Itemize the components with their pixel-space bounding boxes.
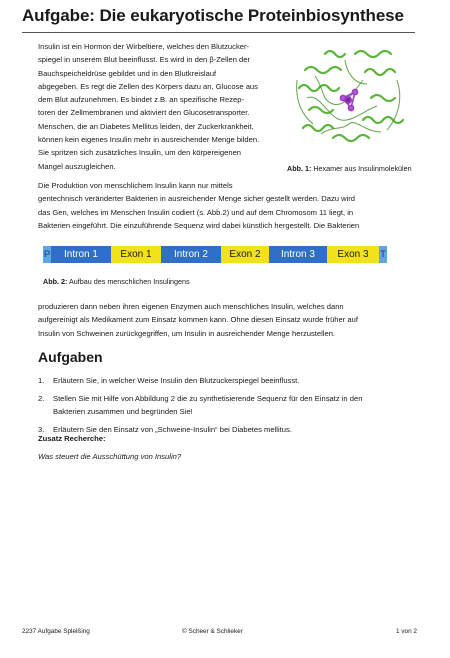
footer-document-id: 2237 Aufgabe Spleißing bbox=[22, 628, 90, 635]
production-paragraph bbox=[38, 179, 418, 232]
text-line: Bakterien eingeführt. Die einzuführende Sequenz wird dabei künstlich hergestellt. Die Bakterien bbox=[38, 220, 360, 230]
task-item bbox=[38, 374, 423, 387]
text-line: toren der Zellmembranen und aktiviert den Glucosetransporter. bbox=[38, 108, 250, 118]
text-line: Mangel auszugleichen. bbox=[38, 161, 116, 171]
task-number: 3. bbox=[38, 424, 45, 434]
text-line: gentechnisch veränderter Bakterien in ausreichender Menge sicher gestellt werden. Dazu wird bbox=[38, 194, 355, 204]
text-line: Bauchspeicheldrüse gebildet und in den Blutkreislauf bbox=[38, 68, 217, 78]
task-list bbox=[38, 374, 423, 441]
text-line: das Gen, welches im Menschen Insulin codiert (s. Abb.2) und auf dem Chromosom 11 liegt, in bbox=[38, 207, 354, 217]
footer-copyright: © Scheer & Schlieker bbox=[182, 628, 243, 635]
terminator-segment: T bbox=[379, 246, 387, 263]
task-text: Bakterien zusammen und begründen Sie! bbox=[53, 407, 193, 417]
exon-2-segment: Exon 2 bbox=[221, 246, 269, 263]
production-paragraph-continued bbox=[38, 300, 418, 340]
figure2-caption bbox=[43, 277, 190, 286]
intron-1-segment: Intron 1 bbox=[51, 246, 111, 263]
text-line: Sie spritzen sich zusätzliches Insulin, um den körpereigenen bbox=[38, 148, 242, 158]
insulin-hexamer-image bbox=[285, 40, 415, 162]
figure1-text: Hexamer aus Insulinmolekülen bbox=[311, 164, 412, 173]
insulin-gene-diagram bbox=[43, 246, 387, 263]
text-line: spiegel in unserem Blut beeinflusst. Es wird in den β-Zellen der bbox=[38, 55, 251, 65]
title-divider bbox=[22, 32, 415, 33]
task-text: Erläutern Sie den Einsatz von „Schweine-Insulin“ bei Diabetes mellitus. bbox=[53, 424, 292, 434]
intron-3-segment: Intron 3 bbox=[269, 246, 327, 263]
exon-1-segment: Exon 1 bbox=[111, 246, 161, 263]
text-line: dem Blut aufzunehmen. Es bindet z.B. an spezifische Rezep- bbox=[38, 95, 244, 105]
text-line: aufgereinigt als Medikament zum Einsatz kommen kann. Ohne diesen Einsatz wurde früher auf bbox=[38, 315, 358, 325]
text-line: Menschen, die an Diabetes Mellitus leiden, der Zuckerkrankheit, bbox=[38, 121, 254, 131]
text-line: können kein eigenes Insulin mehr in ausreichender Menge bilden. bbox=[38, 135, 260, 145]
promoter-segment: P bbox=[43, 246, 51, 263]
page-title: Aufgabe: Die eukaryotische Proteinbiosynthese bbox=[22, 6, 404, 25]
task-text: Erläutern Sie, in welcher Weise Insulin den Blutzuckerspiegel beeinflusst. bbox=[53, 376, 300, 385]
zusatz-heading: Zusatz Recherche: bbox=[38, 434, 106, 443]
footer-page-number: 1 von 2 bbox=[396, 628, 417, 635]
text-line: abgegeben. Es regt die Zellen des Körpers dazu an, Glucose aus bbox=[38, 81, 258, 91]
text-line: Insulin von Schweinen zurückgegriffen, um Insulin in ausreichender Menge herzustellen. bbox=[38, 328, 336, 338]
text-line: Die Produktion von menschlichem Insulin kann nur mittels bbox=[38, 181, 233, 190]
tasks-heading: Aufgaben bbox=[38, 349, 103, 365]
text-line: produzieren dann neben ihren eigenen Enzymen auch menschliches Insulin, welches dann bbox=[38, 302, 344, 311]
intron-2-segment: Intron 2 bbox=[161, 246, 221, 263]
text-line: Insulin ist ein Hormon der Wirbeltiere, welches den Blutzucker- bbox=[38, 42, 250, 51]
task-number: 1. bbox=[38, 376, 45, 385]
task-item bbox=[38, 392, 423, 419]
figure2-label: Abb. 2: bbox=[43, 277, 68, 286]
zusatz-question: Was steuert die Ausschüttung von Insulin? bbox=[38, 452, 182, 461]
figure1-label: Abb. 1: bbox=[287, 164, 312, 173]
exon-3-segment: Exon 3 bbox=[327, 246, 379, 263]
figure1-caption bbox=[287, 164, 412, 173]
task-number: 2. bbox=[38, 393, 45, 403]
intro-paragraph bbox=[38, 40, 278, 173]
figure2-text: Aufbau des menschlichen Insulingens bbox=[67, 277, 190, 286]
task-text: Stellen Sie mit Hilfe von Abbildung 2 die zu synthetisierende Sequenz für den Einsatz in den bbox=[53, 393, 363, 403]
